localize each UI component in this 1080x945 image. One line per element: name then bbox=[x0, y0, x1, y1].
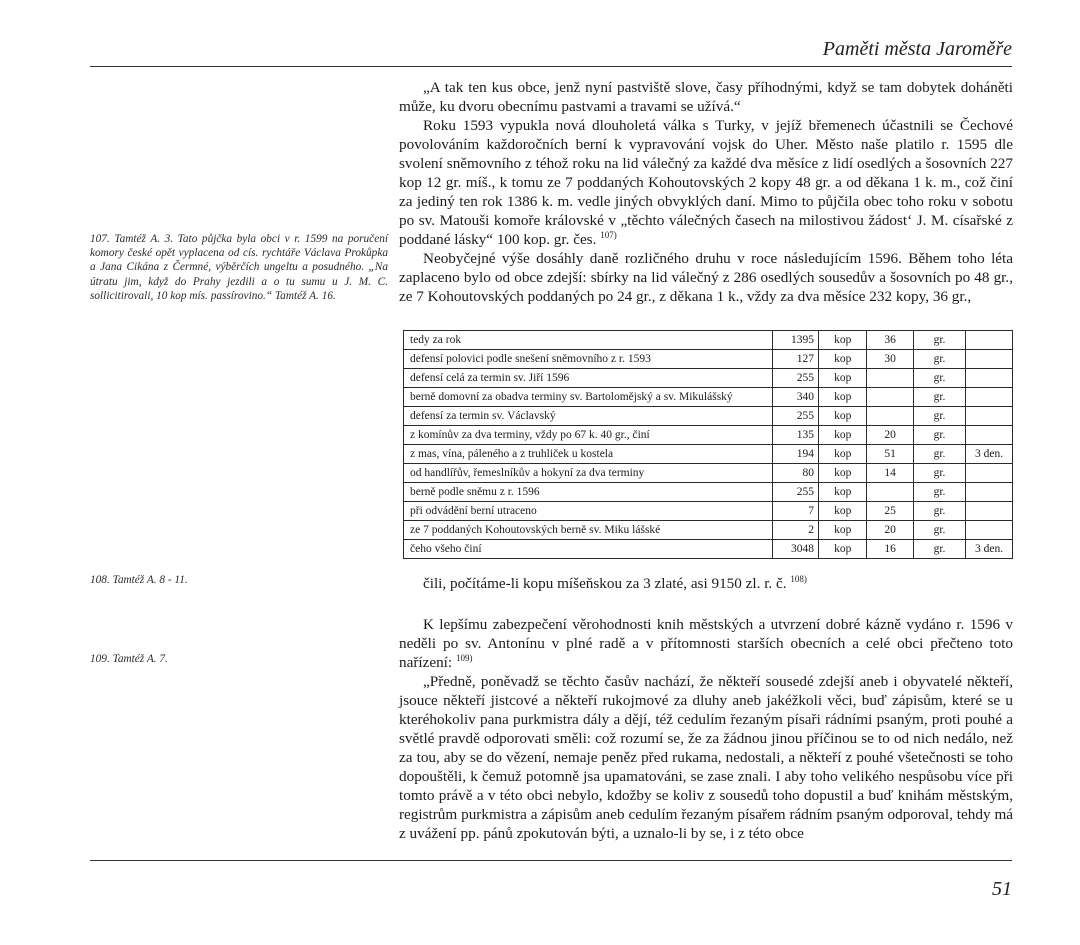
table-cell-description: defensí polovici podle snešení sněmovního z r. 1593 bbox=[404, 350, 773, 369]
table-cell-description: ze 7 poddaných Kohoutovských berně sv. Miku lášské bbox=[404, 521, 773, 540]
footnote-109: 109. Tamtéž A. 7. bbox=[90, 653, 168, 665]
table-cell-amount: 1395 bbox=[773, 331, 819, 350]
table-cell-unit-kop: kop bbox=[818, 388, 867, 407]
paragraph-conversion: čili, počítáme-li kopu míšeňskou za 3 zlaté, asi 9150 zl. r. č. $^{108)}$ bbox=[423, 574, 807, 592]
table-cell-amount: 127 bbox=[773, 350, 819, 369]
footnote-ref-108: 108) bbox=[790, 574, 807, 584]
table-cell-unit-kop: kop bbox=[818, 331, 867, 350]
table-cell-unit-gr: gr. bbox=[913, 464, 965, 483]
table-cell-amount: 2 bbox=[773, 521, 819, 540]
table-cell-description: defensí za termin sv. Václavský bbox=[404, 407, 773, 426]
running-header-title: Paměti města Jaroměře bbox=[822, 38, 1012, 60]
table-cell-unit-gr: gr. bbox=[913, 426, 965, 445]
table-cell-denar bbox=[966, 483, 1013, 502]
table-row bbox=[404, 407, 1013, 426]
table-cell-description: berně podle sněmu z r. 1596 bbox=[404, 483, 773, 502]
table-cell-denar bbox=[966, 502, 1013, 521]
table-row bbox=[404, 540, 1013, 559]
table-cell-amount: 3048 bbox=[773, 540, 819, 559]
table-row bbox=[404, 445, 1013, 464]
table-cell-denar bbox=[966, 521, 1013, 540]
table-cell-unit-kop: kop bbox=[818, 521, 867, 540]
table-cell-unit-gr: gr. bbox=[913, 388, 965, 407]
table-cell-denar: 3 den. bbox=[966, 540, 1013, 559]
table-cell-unit-kop: kop bbox=[818, 369, 867, 388]
table-row bbox=[404, 502, 1013, 521]
table-cell-groschen: 20 bbox=[867, 426, 913, 445]
table-cell-amount: 7 bbox=[773, 502, 819, 521]
footnote-ref-107: 107) bbox=[600, 230, 617, 240]
table-cell-unit-kop: kop bbox=[818, 407, 867, 426]
table-cell-description: při odvádění berní utraceno bbox=[404, 502, 773, 521]
header-rule bbox=[90, 66, 1012, 67]
table-cell-denar bbox=[966, 407, 1013, 426]
table-cell-groschen bbox=[867, 369, 913, 388]
table-cell-amount: 135 bbox=[773, 426, 819, 445]
paragraph-taxes-1596: Neobyčejné výše dosáhly daně rozličného druhu v roce následujícím 1596. Během toho léta zaplaceno bylo od obce zdejší: sbírky na lid válečný z 286 osedlých sousedův a šosovních po 48 gr., ze 7 Kohoutovských poddaných po 24 gr., z děkana 1 k., vždy za dva měsíce 232 kopy, 36 gr., bbox=[399, 250, 1013, 305]
paragraph-ordinance-quote: „Předně, poněvadž se těchto časův nachází, že někteří sousedé zdejší aneb i obyvatelé někteří, jsouce někteří jistcové a někteří rukojmové za dluhy aneb jakéžkoli věci, buď zápisům, které se u kteréhokoliv pana purkmistra dály a dějí, též cedulím řezaným písaři rádními psaným, proti pouhé a světlé pravdě odporovati směli: což rozumí se, že za žádnou jinou příčinou se to od nich nedálo, než za tou, aby se do vězení, nemaje peněz před rukama, nedostali, a někteří z pouhé všetečnosti se toho dopouštěli, k čemuž potomně jsa upamatováni, se zase znali. I aby toho velikého nespůsobu více při tomto právě a v této obci nebylo, kdožby se koliv z sousedů toho dopustil a buď knihám městským, registrům purkmistra a zápisům aneb cedulím řezaným písařem rádním psaným odporoval, tehdy má z uvážení pp. pánů zpokutován býti, a uznalo-li by se, i z této obce bbox=[399, 673, 1013, 842]
table-row bbox=[404, 331, 1013, 350]
table-cell-denar bbox=[966, 350, 1013, 369]
paragraph-city-books: K lepšímu zabezpečení věrohodnosti knih městských a utvrzení dobré kázně vydáno r. 1596 v neděli po sv. Antonínu v plné radě a v přítomnosti starších obecních a celé obci přečteno toto nařízení: $^{109)}$ bbox=[399, 616, 1013, 671]
table-cell-description: z komínův za dva terminy, vždy po 67 k. 40 gr., činí bbox=[404, 426, 773, 445]
paragraph-turkish-war: Roku 1593 vypukla nová dlouholetá válka s Turky, v jejíž břemenech účastnili se Čechové povolováním každoročních berní k vypravování vojsk do Uher. Město naše platilo r. 1595 dle svolení sněmovního z téhož roku na lid válečný za každé dva měsíce z lidí osedlých a šosovních 227 kop 12 gr. míš., k tomu ze 7 poddaných Kohoutovských 2 kopy 48 gr. a od děkana 1 k. m., což činí za jediný ten rok 1386 k. m. vedle jiných obvyklých daní. Mimo to půjčila obec toho roku v sobotu po sv. Matouši komoře královské v „těchto válečných časech na milostivou žádost‘ J. M. císařské z poddané lásky“ 100 kop. gr. čes. $^{107)}$ bbox=[399, 117, 1013, 248]
table-cell-unit-gr: gr. bbox=[913, 445, 965, 464]
table-cell-amount: 255 bbox=[773, 369, 819, 388]
table-cell-unit-kop: kop bbox=[818, 426, 867, 445]
table-cell-description: tedy za rok bbox=[404, 331, 773, 350]
table-cell-amount: 255 bbox=[773, 483, 819, 502]
table-cell-groschen bbox=[867, 483, 913, 502]
paragraph-pasture-quote: „A tak ten kus obce, jenž nyní pastviště slove, časy příhodnými, když se tam dobytek doháněti může, ku dvoru obecnímu pastvami a travami se užívá.“ bbox=[399, 79, 1013, 115]
table-cell-amount: 80 bbox=[773, 464, 819, 483]
page-number: 51 bbox=[992, 878, 1012, 900]
table-cell-groschen: 14 bbox=[867, 464, 913, 483]
table-cell-unit-kop: kop bbox=[818, 350, 867, 369]
main-text-summary bbox=[399, 574, 1013, 593]
table-cell-groschen: 51 bbox=[867, 445, 913, 464]
table-cell-groschen: 36 bbox=[867, 331, 913, 350]
table-cell-unit-kop: kop bbox=[818, 445, 867, 464]
table-cell-unit-gr: gr. bbox=[913, 483, 965, 502]
table-cell-amount: 194 bbox=[773, 445, 819, 464]
table-cell-unit-kop: kop bbox=[818, 464, 867, 483]
table-cell-description: čeho všeho činí bbox=[404, 540, 773, 559]
table-cell-groschen bbox=[867, 388, 913, 407]
table-cell-denar: 3 den. bbox=[966, 445, 1013, 464]
table-cell-unit-gr: gr. bbox=[913, 369, 965, 388]
footnote-ref-109: 109) bbox=[455, 653, 473, 663]
table-row bbox=[404, 388, 1013, 407]
table-cell-unit-kop: kop bbox=[818, 483, 867, 502]
table-cell-denar bbox=[966, 331, 1013, 350]
table-cell-amount: 255 bbox=[773, 407, 819, 426]
main-text-upper bbox=[399, 78, 1013, 306]
table-cell-description: berně domovní za obadva terminy sv. Bartolomějský a sv. Mikulášský bbox=[404, 388, 773, 407]
table-row bbox=[404, 426, 1013, 445]
table-cell-description: defensí celá za termin sv. Jiří 1596 bbox=[404, 369, 773, 388]
table-cell-groschen: 30 bbox=[867, 350, 913, 369]
footnote-108: 108. Tamtéž A. 8 - 11. bbox=[90, 574, 188, 586]
table-cell-groschen bbox=[867, 407, 913, 426]
table-cell-denar bbox=[966, 369, 1013, 388]
table-cell-groschen: 16 bbox=[867, 540, 913, 559]
table-cell-unit-gr: gr. bbox=[913, 331, 965, 350]
table-row bbox=[404, 483, 1013, 502]
table-cell-groschen: 20 bbox=[867, 521, 913, 540]
table-cell-description: z mas, vína, páleného a z truhliček u kostela bbox=[404, 445, 773, 464]
table-row bbox=[404, 369, 1013, 388]
table-cell-groschen: 25 bbox=[867, 502, 913, 521]
table-cell-description: od handlířův, řemeslníkův a hokyní za dva terminy bbox=[404, 464, 773, 483]
table-cell-amount: 340 bbox=[773, 388, 819, 407]
table-cell-unit-kop: kop bbox=[818, 540, 867, 559]
tax-table bbox=[403, 330, 1013, 559]
table-cell-unit-gr: gr. bbox=[913, 521, 965, 540]
table-cell-unit-kop: kop bbox=[818, 502, 867, 521]
table-cell-denar bbox=[966, 464, 1013, 483]
table-cell-denar bbox=[966, 388, 1013, 407]
table-row bbox=[404, 350, 1013, 369]
table-cell-denar bbox=[966, 426, 1013, 445]
footnote-107: 107. Tamtéž A. 3. Tato půjčka byla obci v r. 1599 na poručení komory české opět vyplacena od cís. rychtáře Václava Prokůpka a Jana Cikána z Čermné, výběrčích ungeltu a posudného. „Na útratu jim, když do Prahy jezdili a o tu sumu u J. M. C. sollicitirovali, 10 kop mís. passírovino.“ Tamtéž A. 16. bbox=[90, 233, 388, 302]
table-cell-unit-gr: gr. bbox=[913, 502, 965, 521]
table-cell-unit-gr: gr. bbox=[913, 350, 965, 369]
table-row bbox=[404, 521, 1013, 540]
table-row bbox=[404, 464, 1013, 483]
table-cell-unit-gr: gr. bbox=[913, 540, 965, 559]
main-text-lower bbox=[399, 615, 1013, 843]
footer-rule bbox=[90, 860, 1012, 861]
table-cell-unit-gr: gr. bbox=[913, 407, 965, 426]
